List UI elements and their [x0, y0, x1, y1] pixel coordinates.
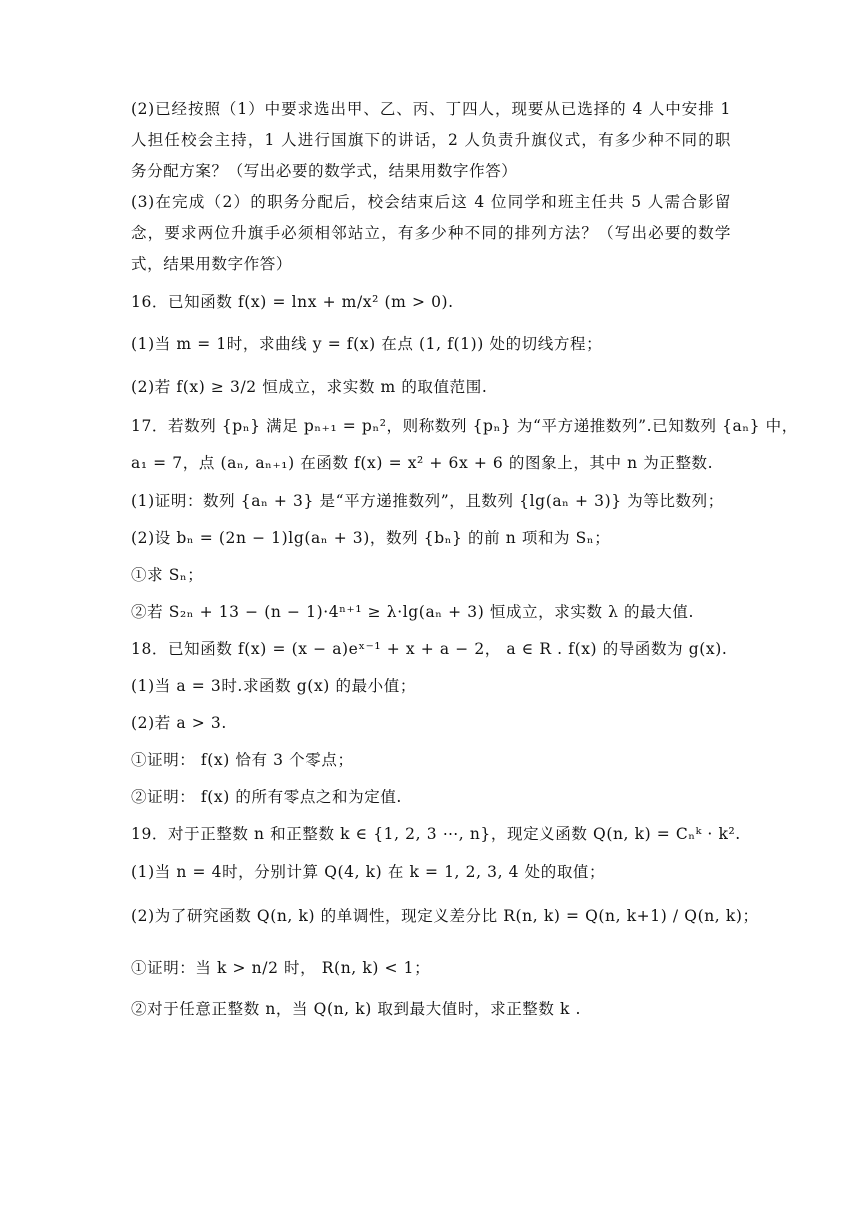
q17-stem-line2: a₁ = 7，点 (aₙ, aₙ₊₁) 在函数 f(x) = x² + 6x + 6 的图象上，其中 n 为正整数. — [131, 454, 714, 472]
q19-part2-i: ①证明：当 k > n/2 时， R(n, k) < 1； — [131, 959, 431, 977]
q15-part2-line1: (2)已经按照（1）中要求选出甲、乙、丙、丁四人，现要从已选择的 4 人中安排 1 — [131, 100, 731, 118]
q17-part2-i: ①求 Sₙ； — [131, 566, 204, 584]
q19-part2: (2)为了研究函数 Q(n, k) 的单调性，现定义差分比 R(n, k) = Q(n, k+1) / Q(n, k)； — [131, 907, 759, 925]
q17-part2-ii: ②若 S₂ₙ + 13 − (n − 1)·4ⁿ⁺¹ ≥ λ·lg(aₙ + 3) 恒成立，求实数 λ 的最大值. — [131, 603, 694, 621]
q15-part3-line2: 念，要求两位升旗手必须相邻站立，有多少种不同的排列方法？（写出必要的数学 — [131, 224, 731, 242]
q16-stem: 16．已知函数 f(x) = lnx + m/x² (m > 0). — [131, 293, 454, 311]
q16-part1: (1)当 m = 1时，求曲线 y = f(x) 在点 (1, f(1)) 处的切线方程； — [131, 335, 603, 353]
q19-part1: (1)当 n = 4时，分别计算 Q(4, k) 在 k = 1, 2, 3, 4 处的取值； — [131, 863, 606, 881]
q17-part2: (2)设 bₙ = (2n − 1)lg(aₙ + 3)，数列 {bₙ} 的前 n 项和为 Sₙ； — [131, 529, 611, 547]
q15-part3-line3: 式，结果用数字作答） — [131, 255, 293, 273]
q19-stem: 19．对于正整数 n 和正整数 k ∈ {1, 2, 3 ⋯, n}，现定义函数 Q(n, k) = Cₙᵏ · k². — [131, 825, 741, 843]
q18-part2-ii: ②证明： f(x) 的所有零点之和为定值. — [131, 788, 402, 806]
q16-part2: (2)若 f(x) ≥ 3/2 恒成立，求实数 m 的取值范围. — [131, 378, 488, 396]
q15-part2-line3: 务分配方案？（写出必要的数学式，结果用数字作答） — [131, 162, 518, 180]
q17-stem-line1: 17．若数列 {pₙ} 满足 pₙ₊₁ = pₙ²，则称数列 {pₙ} 为“平方递推数列”.已知数列 {aₙ} 中， — [131, 417, 798, 435]
q18-stem: 18．已知函数 f(x) = (x − a)eˣ⁻¹ + x + a − 2， a ∈ R . f(x) 的导函数为 g(x). — [131, 640, 728, 658]
q15-part2-line2: 人担任校会主持，1 人进行国旗下的讲话，2 人负责升旗仪式，有多少种不同的职 — [131, 131, 731, 149]
q18-part2: (2)若 a > 3. — [131, 714, 227, 732]
q15-part3-line1: (3)在完成（2）的职务分配后，校会结束后这 4 位同学和班主任共 5 人需合影留 — [131, 193, 731, 211]
q19-part2-ii: ②对于任意正整数 n，当 Q(n, k) 取到最大值时，求正整数 k . — [131, 1000, 582, 1018]
q18-part1: (1)当 a = 3时.求函数 g(x) 的最小值； — [131, 677, 416, 695]
q17-part1: (1)证明：数列 {aₙ + 3} 是“平方递推数列”，且数列 {lg(aₙ + 3)} 为等比数列； — [131, 492, 724, 510]
q18-part2-i: ①证明： f(x) 恰有 3 个零点； — [131, 751, 354, 769]
